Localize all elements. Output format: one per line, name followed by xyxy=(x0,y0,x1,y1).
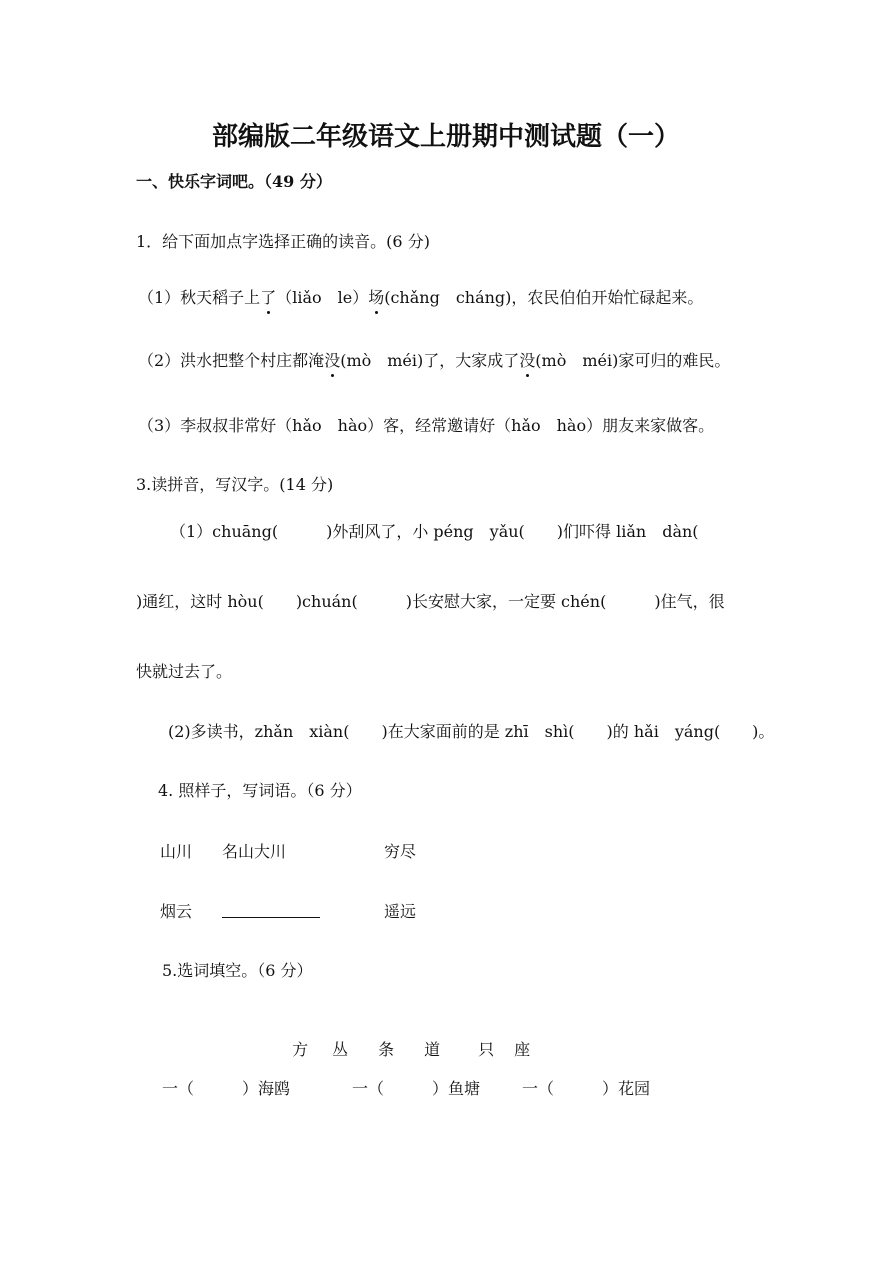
question-1-heading: 1．给下面加点字选择正确的读音。(6 分) xyxy=(136,232,430,251)
word-prompt: 穷尽 xyxy=(384,842,417,861)
word-bank-item: 道 xyxy=(424,1040,441,1059)
fill-item: 一（ ）花园 xyxy=(522,1079,651,1098)
question-1-item-2: （2）洪水把整个村庄都淹没(mò méi)了，大家成了没(mò méi)家可归的难民。 xyxy=(138,351,731,370)
question-4-heading: 4. 照样子，写词语。（6 分） xyxy=(158,781,362,800)
fill-item: 一（ ）鱼塘 xyxy=(352,1079,481,1098)
section-heading: 一、快乐字词吧。（49 分） xyxy=(136,172,332,191)
word-bank-item: 方 xyxy=(292,1040,309,1059)
dotted-character: 了 xyxy=(260,288,277,307)
word-bank xyxy=(282,1020,530,1060)
question-5-heading: 5.选词填空。（6 分） xyxy=(162,961,313,980)
word-bank-item: 只 xyxy=(478,1040,495,1059)
example-word: 山川 xyxy=(160,842,193,861)
dotted-character: 场 xyxy=(368,288,385,307)
question-1-item-1: （1）秋天稻子上了（liǎo le）场(chǎng cháng)，农民伯伯开始忙碌起来。 xyxy=(138,288,704,307)
fill-item: 一（ ）海鸥 xyxy=(162,1079,291,1098)
dotted-character: 没 xyxy=(324,351,341,370)
word-prompt: 遥远 xyxy=(384,902,417,921)
word-prompt: 烟云 xyxy=(160,902,193,921)
question-3-part-2: (2)多读书，zhǎn xiàn( )在大家面前的是 zhī shì( )的 hǎi yáng( )。 xyxy=(168,722,775,741)
word-bank-item: 座 xyxy=(514,1040,531,1059)
word-bank-item: 丛 xyxy=(332,1040,349,1059)
question-1-item-3: （3）李叔叔非常好（hǎo hào）客，经常邀请好（hǎo hào）朋友来家做客。 xyxy=(138,416,715,435)
word-bank-item: 条 xyxy=(378,1040,395,1059)
page-title: 部编版二年级语文上册期中测试题（一） xyxy=(211,122,680,152)
question-3-part-1-line-1: （1）chuāng( )外刮风了，小 péng yǎu( )们吓得 liǎn dàn( xyxy=(170,522,699,541)
question-3-part-1-line-2: )通红，这时 hòu( )chuán( )长安慰大家，一定要 chén( )住气，很 xyxy=(136,592,725,611)
question-3-part-1-line-3: 快就过去了。 xyxy=(136,662,233,681)
example-answer: 名山大川 xyxy=(222,842,287,861)
dotted-character: 没 xyxy=(519,351,536,370)
question-3-heading: 3.读拼音，写汉字。(14 分) xyxy=(136,475,334,494)
answer-blank xyxy=(222,917,320,918)
